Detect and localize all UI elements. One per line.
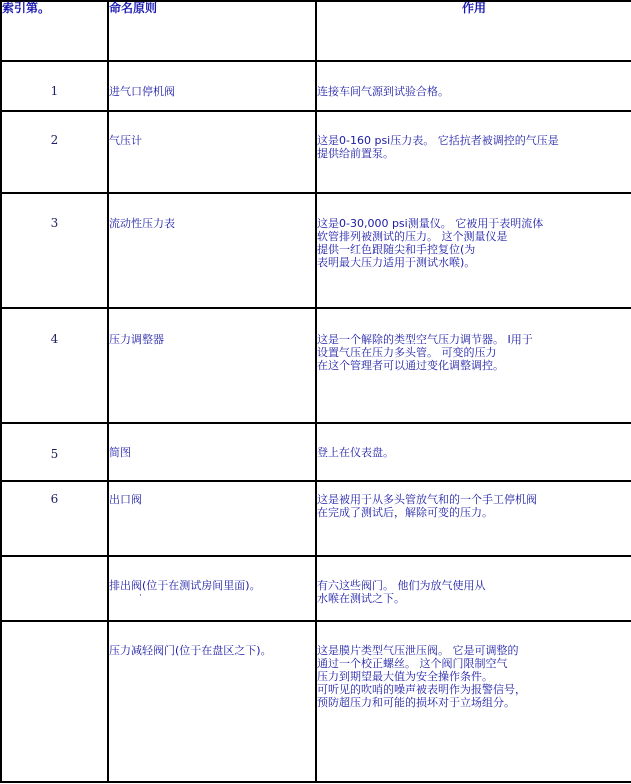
function-line: 设置气压在压力多头管。 可变的压力 (317, 346, 497, 359)
dot-mark: · (139, 591, 142, 601)
table-row (1, 308, 631, 423)
row-index-text (2, 622, 107, 644)
row-name-text: 气压计 (109, 134, 142, 147)
table-row (1, 621, 631, 782)
table-row (1, 556, 631, 621)
row-name-text: 出口阀 (109, 493, 142, 506)
header-row (1, 1, 631, 61)
row-index (1, 193, 108, 308)
row-name (108, 621, 316, 782)
function-line: 可听见的吹哨的噪声被表明作为报警信号， (317, 683, 526, 696)
function-line: 连接车间气源到试验合格。 (317, 85, 449, 98)
row-function-text (317, 622, 631, 709)
row-function-text (317, 62, 631, 98)
table-row (1, 423, 631, 481)
row-index-text: 6 (50, 492, 59, 506)
function-line: 提供一红色跟随尖和手控复位(为 (317, 243, 476, 256)
row-name-text: 流动性压力表 (109, 217, 175, 230)
function-line: 通过一个校正螺丝。 这个阀门限制空气 (317, 657, 508, 670)
row-function-text (317, 309, 631, 372)
row-name (108, 193, 316, 308)
table-row (1, 61, 631, 111)
row-name (108, 61, 316, 111)
row-index (1, 481, 108, 556)
row-name (108, 308, 316, 423)
function-line: 这是0-160 psi压力表。 它括抗者被调控的气压是 (317, 134, 559, 147)
row-name-text: 简图 (109, 446, 131, 459)
row-name-text: 压力调整器 (109, 333, 164, 346)
function-line: 这是膜片类型气压泄压阀。 它是可调整的 (317, 644, 519, 657)
row-index-text: 2 (50, 133, 59, 147)
row-name-text: 压力减轻阀门(位于在盘区之下)。 (109, 644, 272, 657)
row-function-text (317, 482, 631, 519)
function-line: 表明最大压力适用于测试水喉)。 (317, 256, 476, 269)
row-function (316, 61, 631, 111)
row-index (1, 308, 108, 423)
row-function-text (317, 557, 631, 605)
row-function (316, 423, 631, 481)
row-index (1, 621, 108, 782)
function-line: 这是被用于从多头管放气和的一个手工停机阀 (317, 493, 537, 506)
row-index-text: 4 (50, 332, 59, 346)
function-line: 水喉在测试之下。 (317, 592, 405, 605)
row-name (108, 111, 316, 193)
function-line: 登上在仪表盘。 (317, 446, 394, 459)
row-function (316, 308, 631, 423)
header-function: 作用 (316, 1, 631, 61)
row-function (316, 111, 631, 193)
function-line: 有六这些阀门。 他们为放气使用从 (317, 579, 486, 592)
row-index (1, 111, 108, 193)
row-function (316, 481, 631, 556)
row-index (1, 423, 108, 481)
row-index-text: 5 (50, 447, 59, 461)
row-name (108, 556, 316, 621)
row-name (108, 423, 316, 481)
row-index-text: 3 (50, 216, 59, 230)
row-index-text: 1 (50, 84, 59, 98)
function-line: 预防超压力和可能的损坏对于立场组分。 (317, 696, 515, 709)
row-index (1, 556, 108, 621)
function-line: 这是一个解除的类型空气压力调节器。 I用于 (317, 333, 533, 346)
function-line: 压力到期望最大值为安全操作条件。 (317, 670, 493, 683)
row-function-text (317, 112, 631, 160)
row-name (108, 481, 316, 556)
row-function (316, 556, 631, 621)
table-row (1, 481, 631, 556)
row-index-text (2, 557, 107, 579)
function-line: 在这个管理者可以通过变化调整调控。 (317, 359, 504, 372)
row-name-line: 排出阀(位于在测试房间里面)。 (109, 579, 261, 592)
header-index: 索引第。 (1, 1, 108, 61)
table-row (1, 111, 631, 193)
row-index (1, 61, 108, 111)
row-name-text: 进气口停机阀 (109, 85, 175, 98)
function-line: 这是0-30,000 psi测量仪。 它被用于表明流体 (317, 217, 544, 230)
row-function (316, 193, 631, 308)
row-function (316, 621, 631, 782)
table-row (1, 193, 631, 308)
function-line: 软管排列被测试的压力。 这个测量仪是 (317, 230, 508, 243)
row-function-text (317, 194, 631, 269)
row-name-text (109, 557, 315, 600)
function-line: 在完成了测试后，解除可变的压力。 (317, 506, 493, 519)
header-name: 命名原则 (108, 1, 316, 61)
function-line: 提供给前置泵。 (317, 147, 394, 160)
row-function-text (317, 424, 631, 459)
